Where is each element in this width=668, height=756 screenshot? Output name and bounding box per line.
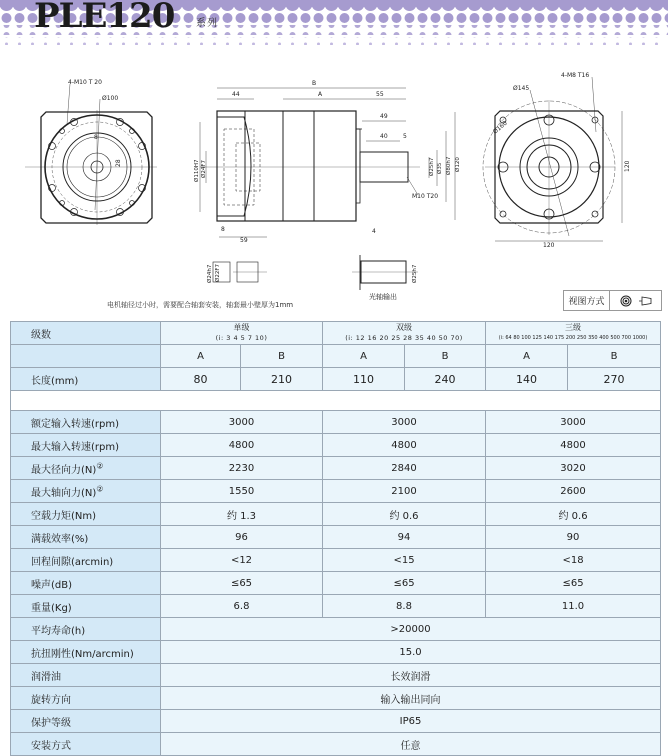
- subcol-header: A: [161, 345, 241, 368]
- svg-text:28: 28: [115, 159, 122, 167]
- table-row: 噪声(dB) ≤65 ≤65 ≤65: [11, 572, 661, 595]
- svg-text:A: A: [318, 91, 323, 98]
- stage-single-header: 单级 (i: 3 4 5 7 10): [161, 322, 323, 345]
- svg-text:4-M10 T 20: 4-M10 T 20: [68, 79, 102, 86]
- svg-text:40: 40: [380, 133, 388, 140]
- table-row: 重量(Kg) 6.8 8.8 11.0: [11, 595, 661, 618]
- svg-text:Ø24F7: Ø24F7: [201, 160, 207, 178]
- shaft-bushing-detail: [206, 255, 418, 290]
- table-row-merged: 润滑油 长效润滑: [11, 664, 661, 687]
- footnote-marker: ②: [96, 484, 104, 494]
- cell: 240: [405, 368, 486, 391]
- technical-drawing: [0, 50, 668, 315]
- table-row-merged: 安装方式 任意: [11, 733, 661, 756]
- table-row-merged: 保护等级 IP65: [11, 710, 661, 733]
- product-title: PLE120: [34, 0, 175, 36]
- truncated-cone-icon: [638, 295, 652, 307]
- table-row: 额定输入转速(rpm) 3000 3000 3000: [11, 411, 661, 434]
- cell: 270: [568, 368, 661, 391]
- table-spacer-row: [11, 391, 661, 411]
- table-row: 最大径向力(N)② 2230 2840 3020: [11, 457, 661, 480]
- cell: 140: [486, 368, 568, 391]
- output-flange-view: [483, 72, 631, 249]
- table-row: 回程间隙(arcmin) <12 <15 <18: [11, 549, 661, 572]
- footnote-marker: ②: [96, 461, 104, 471]
- projection-symbol: [610, 291, 661, 310]
- svg-text:Ø24h7: Ø24h7: [207, 264, 213, 283]
- svg-text:5: 5: [403, 133, 407, 140]
- stage-header-label: 级数: [11, 322, 161, 345]
- side-section-view: [193, 80, 461, 244]
- subcol-header: B: [568, 345, 661, 368]
- view-mode-label: 视图方式: [564, 291, 610, 310]
- subcol-header-blank: [11, 345, 161, 368]
- table-row: 最大轴向力(N)② 1550 2100 2600: [11, 480, 661, 503]
- svg-text:Ø120: Ø120: [455, 157, 461, 172]
- subcol-header: B: [405, 345, 486, 368]
- stage-triple-header: 三级 (i: 64 80 100 125 140 175 200 250 350 400 500 700 1000): [486, 322, 661, 345]
- svg-text:59: 59: [240, 237, 248, 244]
- svg-text:49: 49: [380, 113, 388, 120]
- svg-text:M10 T20: M10 T20: [412, 193, 439, 200]
- svg-text:Ø25h7: Ø25h7: [429, 157, 435, 176]
- svg-text:8: 8: [94, 134, 98, 141]
- cell: 110: [323, 368, 405, 391]
- table-row: 空载力矩(Nm) 约 1.3 约 0.6 约 0.6: [11, 503, 661, 526]
- svg-text:Ø25h7: Ø25h7: [412, 264, 418, 283]
- stage-double-header: 双级 (i: 12 16 20 25 28 35 40 50 70): [323, 322, 486, 345]
- input-flange-view: [25, 79, 157, 225]
- cell: 80: [161, 368, 241, 391]
- smooth-shaft-label: 光轴输出: [369, 293, 397, 301]
- svg-text:8: 8: [221, 226, 225, 233]
- table-row: 满载效率(%) 96 94 90: [11, 526, 661, 549]
- svg-text:Ø80h7: Ø80h7: [446, 156, 452, 175]
- table-row: 最大输入转速(rpm) 4800 4800 4800: [11, 434, 661, 457]
- row-label: 长度(mm): [11, 368, 161, 391]
- product-series-label: 系列: [196, 18, 218, 29]
- svg-text:B: B: [312, 80, 317, 87]
- table-row-merged: 旋转方向 输入输出同向: [11, 687, 661, 710]
- svg-text:Ø160: Ø160: [491, 119, 509, 136]
- table-row-length: [11, 368, 661, 391]
- svg-text:Ø22F7: Ø22F7: [215, 264, 221, 282]
- table-row-merged: 平均寿命(h) >20000: [11, 618, 661, 641]
- bushing-note: 电机轴径过小时，需要配合轴套安装，轴套最小壁厚为1mm: [107, 301, 294, 309]
- svg-text:55: 55: [376, 91, 384, 98]
- concentric-circles-icon: [620, 295, 632, 307]
- svg-text:Ø145: Ø145: [513, 85, 530, 92]
- svg-text:4: 4: [372, 228, 376, 235]
- view-mode-box: [563, 290, 662, 311]
- svg-text:4-M8 T16: 4-M8 T16: [561, 72, 590, 79]
- svg-text:120: 120: [624, 160, 631, 172]
- cell: 210: [241, 368, 323, 391]
- subcol-header: A: [323, 345, 405, 368]
- table-row-merged: 抗扭刚性(Nm/arcmin) 15.0: [11, 641, 661, 664]
- svg-text:Ø35: Ø35: [437, 162, 443, 174]
- svg-text:Ø110H7: Ø110H7: [194, 159, 200, 182]
- svg-text:44: 44: [232, 91, 240, 98]
- svg-text:Ø100: Ø100: [102, 95, 119, 102]
- spec-table: [10, 321, 661, 756]
- subcol-header: B: [241, 345, 323, 368]
- header-banner: [0, 0, 668, 48]
- subcol-header: A: [486, 345, 568, 368]
- svg-text:120: 120: [543, 242, 555, 249]
